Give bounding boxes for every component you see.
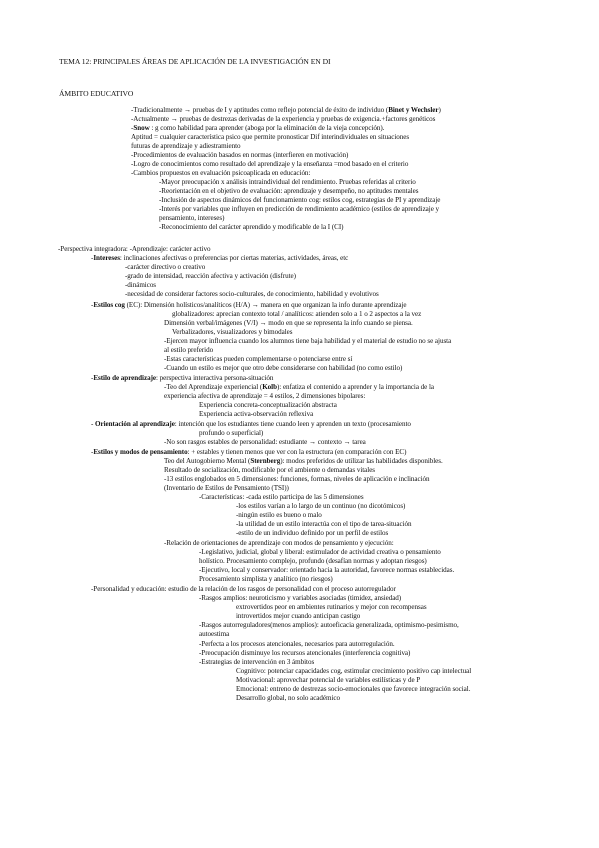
line-text: extrovertidos peor en ambientes rutinarios y mejor con recompensas — [236, 603, 427, 611]
text-line — [125, 290, 379, 299]
text-line — [236, 694, 340, 703]
text-line — [199, 621, 459, 630]
line-text: -grado de intensidad, reacción afectiva y activación (disfrute) — [125, 272, 296, 280]
text-line — [199, 557, 427, 566]
text-line — [159, 178, 416, 187]
line-text: -Cambios propuestos en evaluación psicoaplicada en educación: — [131, 169, 311, 177]
text-line — [164, 466, 375, 475]
line-text: -Legislativo, judicial, global y liberal: estimulador de actividad creativa o pensamiento — [199, 548, 441, 556]
section-heading: ÁMBITO EDUCATIVO — [59, 89, 134, 98]
line-text: Dimensión verbal/imágenes (V/I) → modo en que se representa la info cuando se piensa. — [164, 319, 413, 327]
line-text: holístico. Procesamiento complejo, profundo (desafían normas y adoptan riesgos) — [199, 557, 427, 565]
line-text: pensamiento, intereses) — [159, 214, 225, 222]
line-text: Desarrollo global, no solo académico — [236, 694, 340, 702]
line-text: -Logro de conocimientos como resultado del aprendizaje y la enseñanza =mod basado en el criterio — [131, 160, 409, 168]
text-line — [125, 272, 296, 281]
text-line — [236, 502, 405, 511]
text-line — [131, 169, 310, 178]
text-line — [131, 124, 384, 133]
text-line — [164, 383, 434, 392]
line-text: - — [91, 420, 96, 428]
text-line — [131, 151, 348, 160]
text-line — [199, 649, 410, 658]
text-line — [159, 223, 343, 232]
line-text: Procesamiento simplista y analítico (no riesgos) — [199, 575, 333, 583]
document-title: TEMA 12: PRINCIPALES ÁREAS DE APLICACIÓN DE LA INVESTIGACIÓN EN DI — [59, 57, 331, 66]
text-line — [164, 438, 366, 447]
line-text: Emocional: entreno de destrezas socio-emocionales que favorece integración social. — [236, 685, 471, 693]
text-line — [172, 310, 421, 319]
bold-term: Orientación al aprendizaje — [95, 420, 175, 428]
line-text: : intención que los estudiantes tiene cuando leen y aprenden un texto (procesamiento — [174, 420, 411, 428]
line-text: - — [91, 254, 94, 262]
line-text: -Tradicionalmente → pruebas de I y aptitudes como reflejo potencial de éxito de individuo ( — [131, 106, 389, 114]
line-text: -Procedimientos de evaluación basados en normas (interfieren en motivación) — [131, 151, 349, 159]
text-line — [199, 594, 401, 603]
text-line — [199, 640, 395, 649]
text-line — [236, 685, 470, 694]
bold-term: Binet y Wechsler — [388, 106, 439, 114]
line-text: -Preocupación disminuye los recursos atencionales (interferencia cognitiva) — [199, 649, 411, 657]
text-line — [199, 410, 313, 419]
line-text: Resultado de socialización, modificable por el ambiente o demandas vitales — [164, 466, 376, 474]
text-line — [125, 263, 205, 272]
line-text: Cognitivo: potenciar capacidades cog, estimular crecimiento positivo cap intelectual — [236, 667, 472, 675]
line-text: -13 estilos englobados en 5 dimensiones: funciones, formas, niveles de aplicación e inclinación — [164, 475, 430, 483]
line-text: -Interés por variables que influyen en predicción de rendimiento académico (estilos de aprendizaje y — [159, 205, 440, 213]
text-line — [159, 205, 439, 214]
text-line — [159, 196, 440, 205]
line-text: -Relación de orientaciones de aprendizaje con modos de pensamiento y ejecución: — [164, 539, 394, 547]
text-line — [199, 630, 229, 639]
text-line — [236, 529, 388, 538]
line-text: -Mayor preocupación x análisis intraindividual del rendimiento. Pruebas referidas al criterio — [159, 178, 416, 186]
text-line — [164, 392, 365, 401]
line-text: -Actualmente → pruebas de destrezas derivadas de la experiencia y pruebas de exigencia.+factores genéticos — [131, 115, 436, 123]
line-text: (Inventario de Estilos de Pensamiento (TSI)) — [164, 484, 289, 492]
line-text: -Estrategias de intervención en 3 ámbitos — [199, 658, 315, 666]
text-line — [91, 585, 396, 594]
line-text: -Cuando un estilo es mejor que otro debe considerarse con habilidad (no como estilo) — [164, 364, 403, 372]
text-line — [164, 457, 443, 466]
line-text: Verbalizadores, visualizadores y bimodales — [172, 328, 293, 336]
line-text: Teo del Autogobierno Mental ( — [164, 457, 251, 465]
line-text: -Rasgos amplios: neuroticismo y variables asociadas (timidez, ansiedad) — [199, 594, 402, 602]
line-text: : + estables y tienen menos que ver con la estructura (en comparación con EC) — [187, 448, 407, 456]
line-text: ): modos preferidos de utilizar las habilidades disponibles. — [280, 457, 443, 465]
line-text: -Rasgos autorreguladores(menos amplios): autoeficacia generalizada, optimismo-pesimismo, — [199, 621, 459, 629]
line-text: -Teo del Aprendizaje experiencial ( — [164, 383, 263, 391]
bold-term: Kolb — [262, 383, 277, 391]
line-text: -los estilos varían a lo largo de un continuo (no dicotómicos) — [236, 502, 406, 510]
text-line — [172, 328, 292, 337]
line-text: -ningún estilo es bueno o malo — [236, 511, 322, 519]
line-text: -Ejecutivo, local y conservador: orientado hacia la autoridad, favorece normas establecidas. — [199, 566, 455, 574]
line-text: introvertidos mejor cuando anticipan castigo — [236, 612, 361, 620]
text-line — [164, 355, 352, 364]
line-text: Experiencia activa-observación reflexiva — [199, 410, 314, 418]
line-text: experiencia afectiva de aprendizaje = 4 estilos, 2 dimensiones bipolares: — [164, 392, 366, 400]
line-text: - — [91, 374, 94, 382]
text-line — [236, 667, 471, 676]
line-text: -Características: -cada estilo participa de las 5 dimensiones — [199, 493, 364, 501]
text-line — [236, 511, 322, 520]
text-line — [91, 420, 411, 429]
text-line — [199, 575, 333, 584]
line-text: -Reconocimiento del carácter aprendido y modificable de la I (CI) — [159, 223, 344, 231]
text-line — [131, 133, 409, 142]
line-text: -necesidad de considerar factores socio-culturales, de conocimiento, habilidad y evolutivos — [125, 290, 379, 298]
line-text: -carácter directivo o creativo — [125, 263, 206, 271]
bold-term: Intereses — [93, 254, 120, 262]
text-line — [91, 301, 406, 310]
bold-term: Estilos y modos de pensamiento — [93, 448, 188, 456]
bold-term: Estilos cog — [93, 301, 125, 309]
bold-term: Sternberg — [250, 457, 281, 465]
bold-term: Snow — [133, 124, 150, 132]
text-line — [164, 319, 413, 328]
line-text: - — [131, 124, 134, 132]
line-text: -Reorientación en el objetivo de evaluación: aprendizaje y desempeño, no aptitudes mentales — [159, 187, 419, 195]
line-text: Aptitud = cualquier característica psico que permite pronosticar Dif interindividuales en situaciones — [131, 133, 410, 141]
text-line — [164, 346, 213, 355]
line-text: autoestima — [199, 630, 230, 638]
text-line — [236, 612, 360, 621]
line-text: -Estas características pueden complementarse o potenciarse entre sí — [164, 355, 353, 363]
line-text: globalizadores: aprecian contexto total / analíticos: atienden solo a 1 o 2 aspectos a la vez — [172, 310, 422, 318]
text-line — [164, 337, 451, 346]
text-line — [236, 603, 427, 612]
text-line — [131, 115, 435, 124]
text-line — [164, 364, 402, 373]
bold-term: Estilo de aprendizaje — [93, 374, 156, 382]
text-line — [236, 676, 420, 685]
text-line — [159, 214, 224, 223]
line-text: -Ejercen mayor influencia cuando los alumnos tiene baja habilidad y el material de estudio no se ajusta — [164, 337, 452, 345]
line-text: Experiencia concreta-conceptualización abstracta — [199, 401, 337, 409]
text-line — [199, 658, 314, 667]
text-line — [199, 429, 263, 438]
line-text: -Inclusión de aspectos dinámicos del funcionamiento cog: estilos cog, estrategias de PI y aprendizaje — [159, 196, 441, 204]
line-text: -estilo de un individuo definido por un perfil de estilos — [236, 529, 389, 537]
text-line — [164, 484, 289, 493]
line-text: ): enfatiza el contenido a aprender y la importancia de la — [276, 383, 435, 391]
line-text: al estilo preferido — [164, 346, 214, 354]
text-line — [131, 106, 441, 115]
text-line — [199, 493, 364, 502]
line-text: Motivacional: aprovechar potencial de variables estilísticas y de P — [236, 676, 421, 684]
text-line — [91, 448, 406, 457]
text-line — [159, 187, 418, 196]
text-line — [164, 539, 394, 548]
line-text: -Perfecta a los procesos atencionales, necesarios para autorregulación. — [199, 640, 395, 648]
line-text: profundo o superficial) — [199, 429, 264, 437]
line-text: - — [91, 301, 94, 309]
line-text: -dinámicos — [125, 281, 157, 289]
line-text: -la utilidad de un estilo interactúa con el tipo de tarea-situación — [236, 520, 412, 528]
text-line — [91, 374, 273, 383]
line-text: -Perspectiva integradora: -Aprendizaje: carácter activo — [58, 245, 211, 253]
line-text: ) — [438, 106, 441, 114]
line-text: -No son rasgos estables de personalidad: estudiante → contexto → tarea — [164, 438, 366, 446]
text-line — [58, 245, 210, 254]
line-text: : inclinaciones afectivas o preferencias por ciertas materias, actividades, áreas, etc — [119, 254, 349, 262]
line-text: futuras de aprendizaje y adiestramiento — [131, 142, 241, 150]
text-line — [131, 160, 408, 169]
text-line — [199, 566, 454, 575]
line-text: (EC): Dimensión holísticos/analíticos (H/A) → manera en que organizan la info durante aprendizaje — [124, 301, 407, 309]
line-text: : perspectiva interactiva persona-situación — [155, 374, 274, 382]
text-line — [236, 520, 412, 529]
line-text: : g como habilidad para aprender (aboga por la eliminación de la vieja concepción). — [149, 124, 385, 132]
text-line — [91, 254, 348, 263]
text-line — [164, 475, 430, 484]
text-line — [199, 401, 337, 410]
line-text: - — [91, 448, 94, 456]
text-line — [125, 281, 156, 290]
text-line — [199, 548, 441, 557]
line-text: -Personalidad y educación: estudio de la relación de los rasgos de personalidad con el proceso autorregulador — [91, 585, 396, 593]
text-line — [131, 142, 241, 151]
